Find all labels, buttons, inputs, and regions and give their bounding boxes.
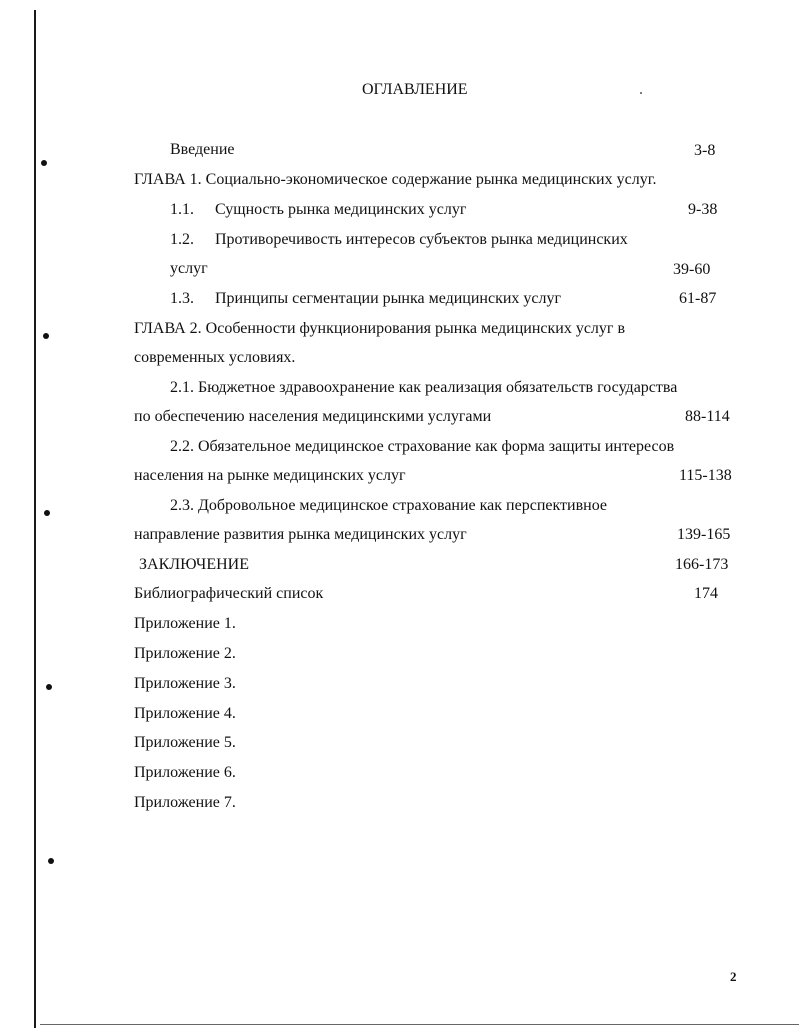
toc-chapter-2: ГЛАВА 2. Особенности функционирования рынка медицинских услуг в xyxy=(134,320,626,337)
toc-page-2-1: 88-114 xyxy=(685,408,730,425)
toc-appendix-3: Приложение 3. xyxy=(134,675,236,692)
toc-section-2-2: 2.2. Обязательное медицинское страхование как форма защиты интересов xyxy=(170,438,675,455)
page-number: 2 xyxy=(730,969,737,984)
toc-section-1-3: Принципы сегментации рынка медицинских услуг xyxy=(215,290,562,307)
punch-hole-mark xyxy=(48,858,54,864)
toc-page-intro: 3-8 xyxy=(694,142,716,159)
toc-page-bibliography: 174 xyxy=(694,585,718,602)
toc-page-1-3: 61-87 xyxy=(679,290,717,307)
toc-section-2-1: 2.1. Бюджетное здравоохранение как реализация обязательств государства xyxy=(170,379,678,396)
toc-page-1-2: 39-60 xyxy=(673,261,711,278)
punch-hole-mark xyxy=(46,684,52,690)
scan-border-bottom xyxy=(40,1024,799,1025)
toc-section-1-1: Сущность рынка медицинских услуг xyxy=(215,201,467,218)
toc-bibliography: Библиографический список xyxy=(134,585,324,602)
toc-section-number: 1.2. xyxy=(170,231,194,248)
toc-appendix-4: Приложение 4. xyxy=(134,705,236,722)
page-title: ОГЛАВЛЕНИЕ xyxy=(362,81,468,98)
toc-appendix-2: Приложение 2. xyxy=(134,645,236,662)
punch-hole-mark xyxy=(41,160,47,166)
toc-section-1-2: Противоречивость интересов субъектов рынка медицинских xyxy=(215,231,628,248)
toc-page-conclusion: 166-173 xyxy=(675,556,729,573)
toc-page-2-3: 139-165 xyxy=(677,526,731,543)
toc-section-1-2-cont: услуг xyxy=(170,260,208,277)
toc-section-number: 1.1. xyxy=(170,201,194,218)
scan-border-left xyxy=(34,10,36,1028)
punch-hole-mark xyxy=(44,510,50,516)
toc-appendix-7: Приложение 7. xyxy=(134,794,236,811)
toc-section-2-3: 2.3. Добровольное медицинское страхование как перспективное xyxy=(170,497,608,514)
toc-appendix-1: Приложение 1. xyxy=(134,615,236,632)
toc-conclusion: ЗАКЛЮЧЕНИЕ xyxy=(139,556,249,573)
scan-speck xyxy=(640,92,642,94)
toc-appendix-6: Приложение 6. xyxy=(134,764,236,781)
toc-section-2-1-cont: по обеспечению населения медицинскими услугами xyxy=(134,408,492,425)
toc-chapter-1: ГЛАВА 1. Социально-экономическое содержание рынка медицинских услуг. xyxy=(134,171,657,188)
toc-page-2-2: 115-138 xyxy=(679,467,732,484)
toc-chapter-2-cont: современных условиях. xyxy=(134,349,296,366)
toc-entry-intro: Введение xyxy=(170,141,235,158)
toc-section-2-3-cont: направление развития рынка медицинских услуг xyxy=(134,526,467,543)
punch-hole-mark xyxy=(43,333,49,339)
toc-appendix-5: Приложение 5. xyxy=(134,734,236,751)
toc-page-1-1: 9-38 xyxy=(688,201,718,218)
toc-section-number: 1.3. xyxy=(170,290,194,307)
toc-section-2-2-cont: населения на рынке медицинских услуг xyxy=(134,467,406,484)
